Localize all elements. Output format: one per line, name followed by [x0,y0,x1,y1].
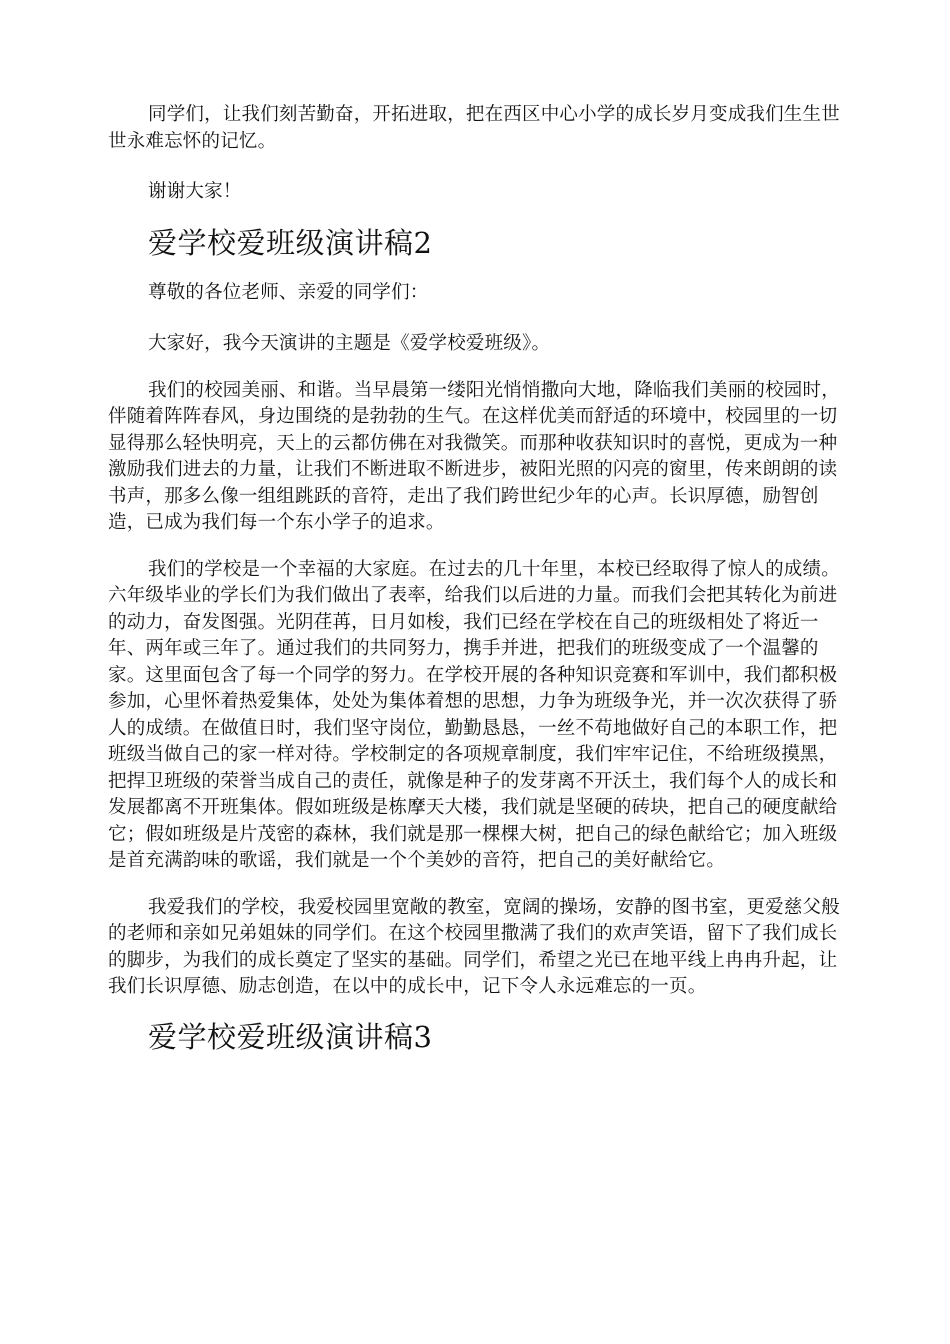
heading-speech-3: 爱学校爱班级演讲稿3 [148,1019,433,1054]
thanks-line: 谢谢大家！ [148,181,242,202]
document-page [108,0,852,1057]
salutation: 尊敬的各位老师、亲爱的同学们： [148,281,429,303]
paragraph-campus: 我们的校园美丽、和谐。当早晨第一缕阳光悄悄撒向大地，降临我们美丽的校园时，伴随着阵阵春风，身边围绕的是勃勃的生气。在这样优美而舒适的环境中，校园里的一切显得那么轻快明亮，天上的云都仿佛在对我微笑。而那种收获知识时的喜悦，更成为一种激励我们进去的力量，让我们不断进取不断进步，被阳光照的闪亮的窗里，传来朗朗的读书声，那多么像一组组跳跃的音符，走出了我们跨世纪少年的心声。长识厚德，励智创造，已成为我们每一个东小学子的追求。 [108,379,840,533]
paragraph-love-school: 我爱我们的学校，我爱校园里宽敞的教室，宽阔的操场，安静的图书室，更爱慈父般的老师和亲如兄弟姐妹的同学们。在这个校园里撒满了我们的欢声笑语，留下了我们成长的脚步，为我们的成长奠定了坚实的基础。同学们，希望之光已在地平线上冉冉升起，让我们长识厚德、励志创造，在以中的成长中，记下令人永远难忘的一页。 [108,896,840,997]
greeting: 大家好，我今天演讲的主题是《爱学校爱班级》。 [148,333,551,354]
paragraph-family: 我们的学校是一个幸福的大家庭。在过去的几十年里，本校已经取得了惊人的成绩。六年级毕业的学长们为我们做出了表率，给我们以后进的力量。而我们会把其转化为前进的动力，奋发图强。光阴荏苒，日月如梭，我们已经在学校在自己的班级相处了将近一年、两年或三年了。通过我们的共同努力，携手并进，把我们的班级变成了一个温馨的家。这里面包含了每一个同学的努力。在学校开展的各种知识竞赛和军训中，我们都积极参加，心里怀着热爱集体，处处为集体着想的思想，力争为班级争光，并一次次获得了骄人的成绩。在做值日时，我们坚守岗位，勤勤恳恳，一丝不苟地做好自己的本职工作，把班级当做自己的家一样对待。学校制定的各项规章制度，我们牢牢记住，不给班级摸黑，把捍卫班级的荣誉当成自己的责任，就像是种子的发芽离不开沃土，我们每个人的成长和发展都离不开班集体。假如班级是栋摩天大楼，我们就是坚硬的砖块，把自己的硬度献给它；假如班级是片茂密的森林，我们就是那一棵棵大树，把自己的绿色献给它；加入班级是首充满韵味的歌谣，我们就是一个个美妙的音符，把自己的美好献给它。 [108,558,840,871]
heading-speech-2: 爱学校爱班级演讲稿2 [148,225,433,260]
paragraph-intro-closing: 同学们，让我们刻苦勤奋，开拓进取，把在西区中心小学的成长岁月变成我们生生世世永难忘怀的记忆。 [108,104,840,152]
